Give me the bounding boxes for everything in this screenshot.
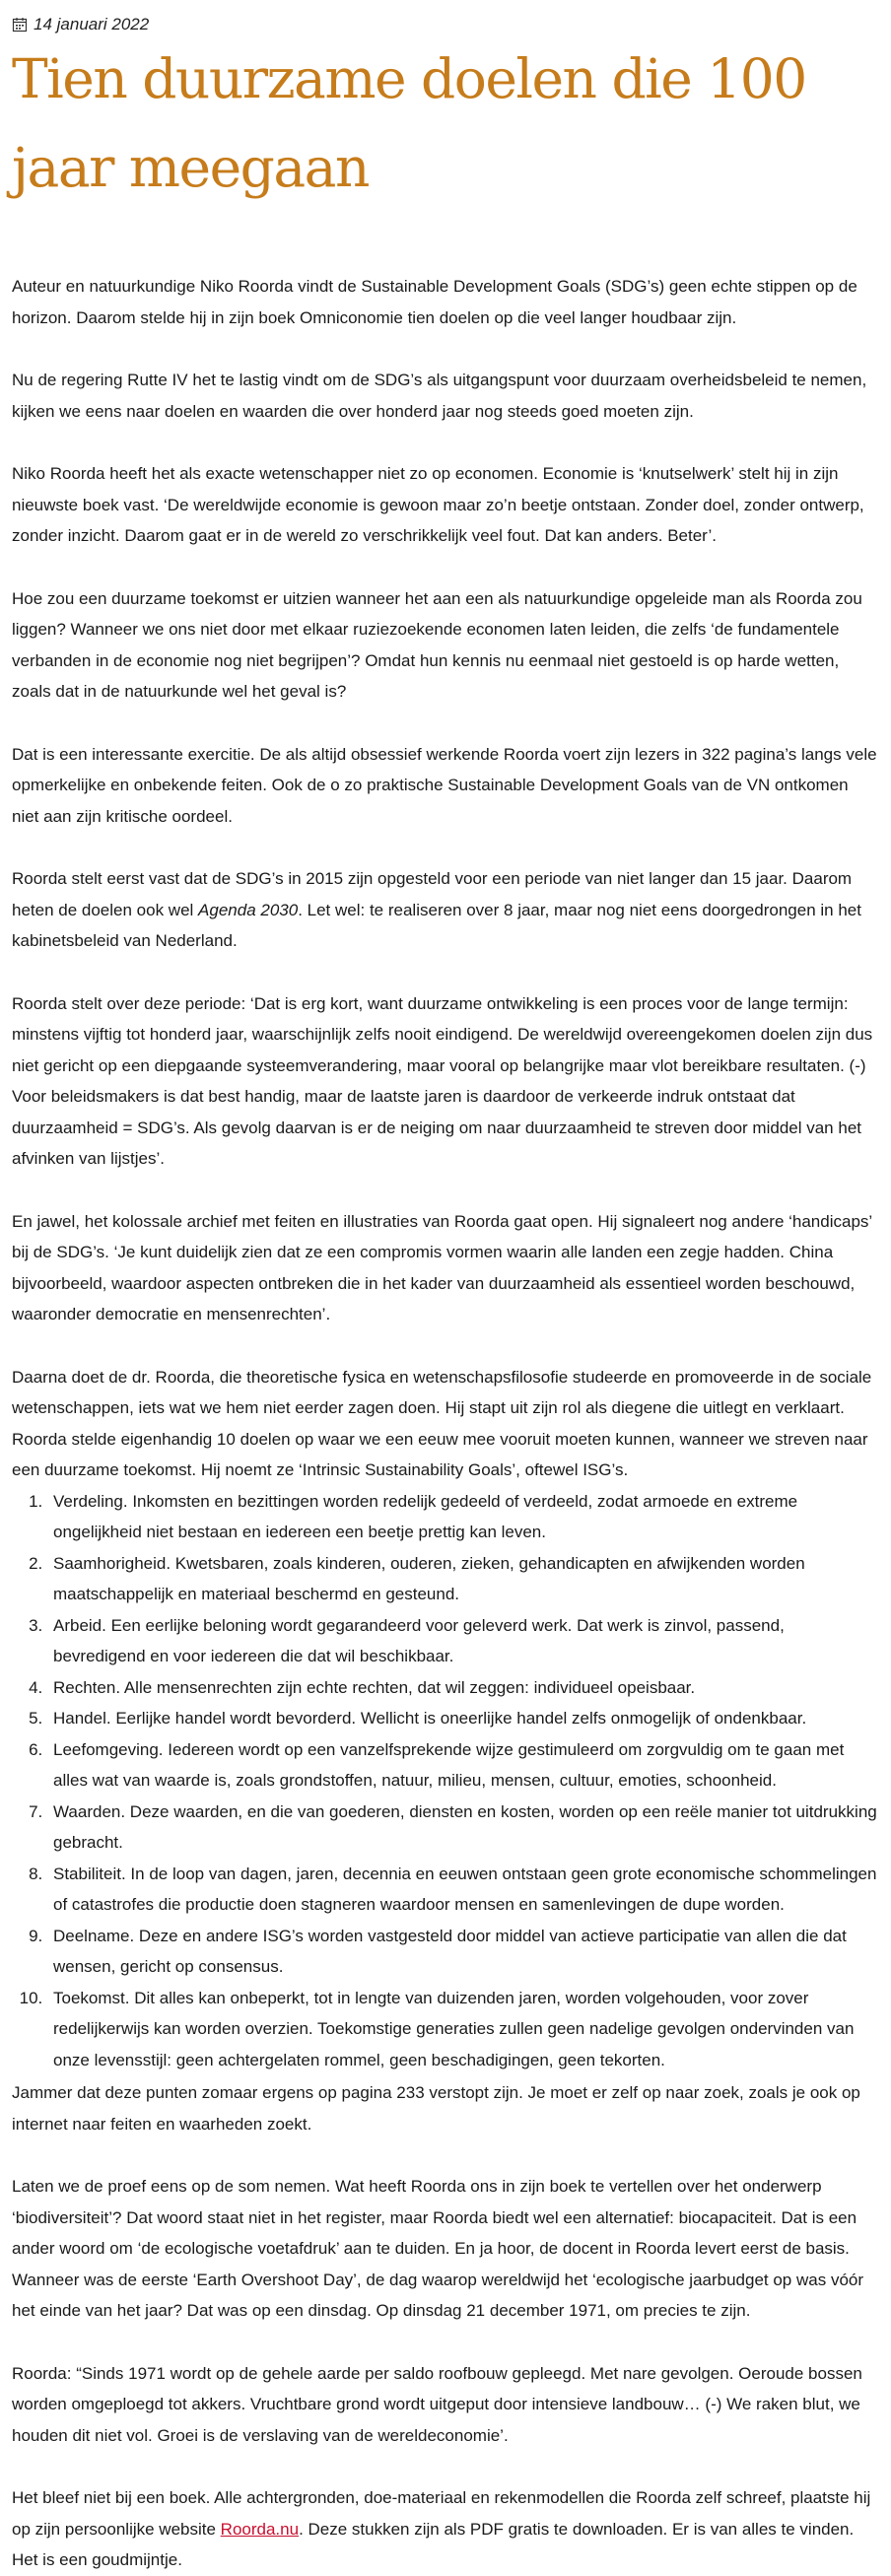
- paragraph-10: Jammer dat deze punten zomaar ergens op pagina 233 verstopt zijn. Je moet er zelf op naar zoek, zoals je ook op internet naar feiten en waarheden zoekt.: [12, 2083, 860, 2134]
- paragraph-12: Roorda: “Sinds 1971 wordt op de gehele aarde per saldo roofbouw gepleegd. Met nare gevolgen. Oeroude bossen worden omgeploegd tot akkers. Vruchtbare grond wordt uitgeput door intensieve landbouw… (-) We raken blut, we houden dit niet vol. Groei is de verslaving van de wereldeconomie’.: [12, 2363, 862, 2445]
- paragraph-4: Hoe zou een duurzame toekomst er uitzien wanneer het aan een als natuurkundige opgeleide man als Roorda zou liggen? Wanneer we ons niet door met elkaar ruziezoekende economen laten leiden, die zelfs ‘de fundamentele verbanden in de economie nog niet begrijpen’? Omdat hun kennis nu eenmaal niet gestoeld is op harde wetten, zoals dat in de natuurkunde wel het geval is?: [12, 588, 862, 701]
- paragraph-11: Laten we de proef eens op de som nemen. Wat heeft Roorda ons in zijn boek te vertellen over het onderwerp ‘biodiversiteit’? Dat woord staat niet in het register, maar Roorda biedt wel een alternatief: biocapaciteit. Dat is een ander woord om ‘de ecologische voetafdruk’ aan te duiden. En ja hoor, de docent in Roorda levert eerst de basis. Wanneer was de eerste ‘Earth Overshoot Day’, de dag waarop wereldwijd het ‘ecologische jaarbudget op was vóór het einde van het jaar? Dat was op een dinsdag. Op dinsdag 21 december 1971, om precies te zijn.: [12, 2177, 864, 2320]
- list-item: 8. Stabiliteit. In de loop van dagen, jaren, decennia en eeuwen ontstaan geen grote economische schommelingen of catastrofes die productie doen stagneren waardoor mensen en samenlevingen de dupe worden.: [47, 1859, 879, 1921]
- calendar-icon: [12, 17, 28, 33]
- list-item: 2. Saamhorigheid. Kwetsbaren, zoals kinderen, ouderen, zieken, gehandicapten en afwijkenden worden maatschappelijk en materiaal beschermd en gesteund.: [47, 1548, 879, 1610]
- list-item: 10. Toekomst. Dit alles kan onbeperkt, tot in lengte van duizenden jaren, worden volgehouden, voor zover redelijkerwijs kan worden overzien. Toekomstige generaties zullen geen nadelige gevolgen ondervinden van onze levensstijl: geen achtergelaten rommel, geen beschadigingen, geen tekorten.: [47, 1983, 879, 2076]
- paragraph-6-text-a: Roorda stelt eerst vast dat de SDG’s in 2015 zijn opgesteld voor een periode van niet langer dan 15 jaar. Daarom heten de doelen ook wel: [12, 869, 853, 919]
- paragraph-2: Nu de regering Rutte IV het te lastig vindt om de SDG’s als uitgangspunt voor duurzaam overheidsbeleid te nemen, kijken we eens naar doelen en waarden die over honderd jaar nog steeds goed moeten zijn.: [12, 371, 867, 421]
- paragraph-intro: Auteur en natuurkundige Niko Roorda vindt de Sustainable Development Goals (SDG’s) geen echte stippen op de horizon. Daarom stelde hij in zijn boek Omniconomie tien doelen op die veel langer houdbaar zijn.: [12, 277, 857, 327]
- list-item: 3. Arbeid. Een eerlijke beloning wordt gegarandeerd voor geleverd werk. Dat werk is zinvol, passend, bevredigend en voor iedereen die dat wil beschikbaar.: [47, 1610, 879, 1672]
- paragraph-8: En jawel, het kolossale archief met feiten en illustraties van Roorda gaat open. Hij signaleert nog andere ‘handicaps’ bij de SDG’s. ‘Je kunt duidelijk zien dat ze een compromis vormen waarin alle landen een zegje hadden. China bijvoorbeeld, waardoor aspecten ontbreken die in het kader van duurzaamheid als essentieel worden beschouwd, waaronder democratie en mensenrechten’.: [12, 1211, 872, 1323]
- agenda-2030-emphasis: Agenda 2030: [198, 900, 299, 919]
- article-meta: [12, 0, 879, 34]
- article-title: Tien duurzame doelen die 100 jaar meegaan: [12, 47, 806, 199]
- publish-date: 14 januari 2022: [34, 15, 150, 34]
- list-item: 4. Rechten. Alle mensenrechten zijn echte rechten, dat wil zeggen: individueel opeisbaar.: [47, 1672, 879, 1704]
- paragraph-3: Niko Roorda heeft het als exacte wetenschapper niet zo op economen. Economie is ‘knutselwerk’ stelt hij in zijn nieuwste boek vast. ‘De wereldwijde economie is gewoon maar zo’n beetje ontstaan. Zonder doel, zonder ontwerp, zonder inzicht. Daarom gaat er in de wereld zo verschrikkelijk veel fout. Dat kan anders. Beter’.: [12, 464, 864, 545]
- list-item: 6. Leefomgeving. Iedereen wordt op een vanzelfsprekende wijze gestimuleerd om zorgvuldig om te gaan met alles wat van waarde is, zoals grondstoffen, natuur, milieu, mensen, cultuur, emoties, schoonheid.: [47, 1734, 879, 1796]
- isg-list: [12, 1486, 879, 2076]
- paragraph-6: [12, 863, 879, 957]
- roorda-website-link[interactable]: Roorda.nu: [220, 2519, 300, 2539]
- paragraph-5: Dat is een interessante exercitie. De als altijd obsessief werkende Roorda voert zijn lezers in 322 pagina’s langs vele opmerkelijke en onbekende feiten. Ook de o zo praktische Sustainable Development Goals van de VN ontkomen niet aan zijn kritische oordeel.: [12, 744, 877, 826]
- paragraph-7: Roorda stelt over deze periode: ‘Dat is erg kort, want duurzame ontwikkeling is een proces voor de lange termijn: minstens vijftig tot honderd jaar, waarschijnlijk zelfs nooit eindigend. De wereldwijd overeengekomen doelen zijn dus niet gericht op een diepgaande systeemverandering, maar vooral op belangrijke maar vlot bereikbare resultaten. (-) Voor beleidsmakers is dat best handig, maar de laatste jaren is daardoor de verkeerde indruk ontstaat dat duurzaamheid = SDG’s. Als gevolg daarvan is er de neiging om naar duurzaamheid te streven door middel van het afvinken van lijstjes’.: [12, 993, 873, 1168]
- list-item: 1. Verdeling. Inkomsten en bezittingen worden redelijk gedeeld of verdeeld, zodat armoede en extreme ongelijkheid niet bestaan en iedereen een beetje prettig kan leven.: [47, 1486, 879, 1548]
- paragraph-9: Daarna doet de dr. Roorda, die theoretische fysica en wetenschapsfilosofie studeerde en promoveerde in de sociale wetenschappen, iets wat we hem niet eerder zagen doen. Hij stapt uit zijn rol als diegene die uitlegt en verklaart. Roorda stelde eigenhandig 10 doelen op waar we een eeuw mee vooruit moeten kunnen, wanneer we streven naar een duurzame toekomst. Hij noemt ze ‘Intrinsic Sustainability Goals’, oftewel ISG’s.: [12, 1367, 872, 1479]
- list-item: 9. Deelname. Deze en andere ISG’s worden vastgesteld door middel van actieve participatie van allen die dat wensen, gericht op consensus.: [47, 1921, 879, 1983]
- paragraph-6-text-b: . Let wel: te realiseren over 8 jaar, maar nog niet eens doorgedrongen in het kabinetsbeleid van Nederland.: [12, 900, 861, 950]
- paragraph-13-text-b: . Deze stukken zijn als PDF gratis te downloaden. Er is van alles te vinden. Het is een goudmijntje.: [12, 2519, 855, 2569]
- list-item: 7. Waarden. Deze waarden, en die van goederen, diensten en kosten, worden op een reële manier tot uitdrukking gebracht.: [47, 1796, 879, 1859]
- paragraph-13-text-a: Het bleef niet bij een boek. Alle achtergronden, doe-materiaal en rekenmodellen die Roorda zelf schreef, plaatste hij op zijn persoonlijke website: [12, 2488, 871, 2539]
- list-item: 5. Handel. Eerlijke handel wordt bevorderd. Wellicht is oneerlijke handel zelfs onmogelijk of ondenkbaar.: [47, 1703, 879, 1734]
- paragraph-13: [12, 2482, 879, 2576]
